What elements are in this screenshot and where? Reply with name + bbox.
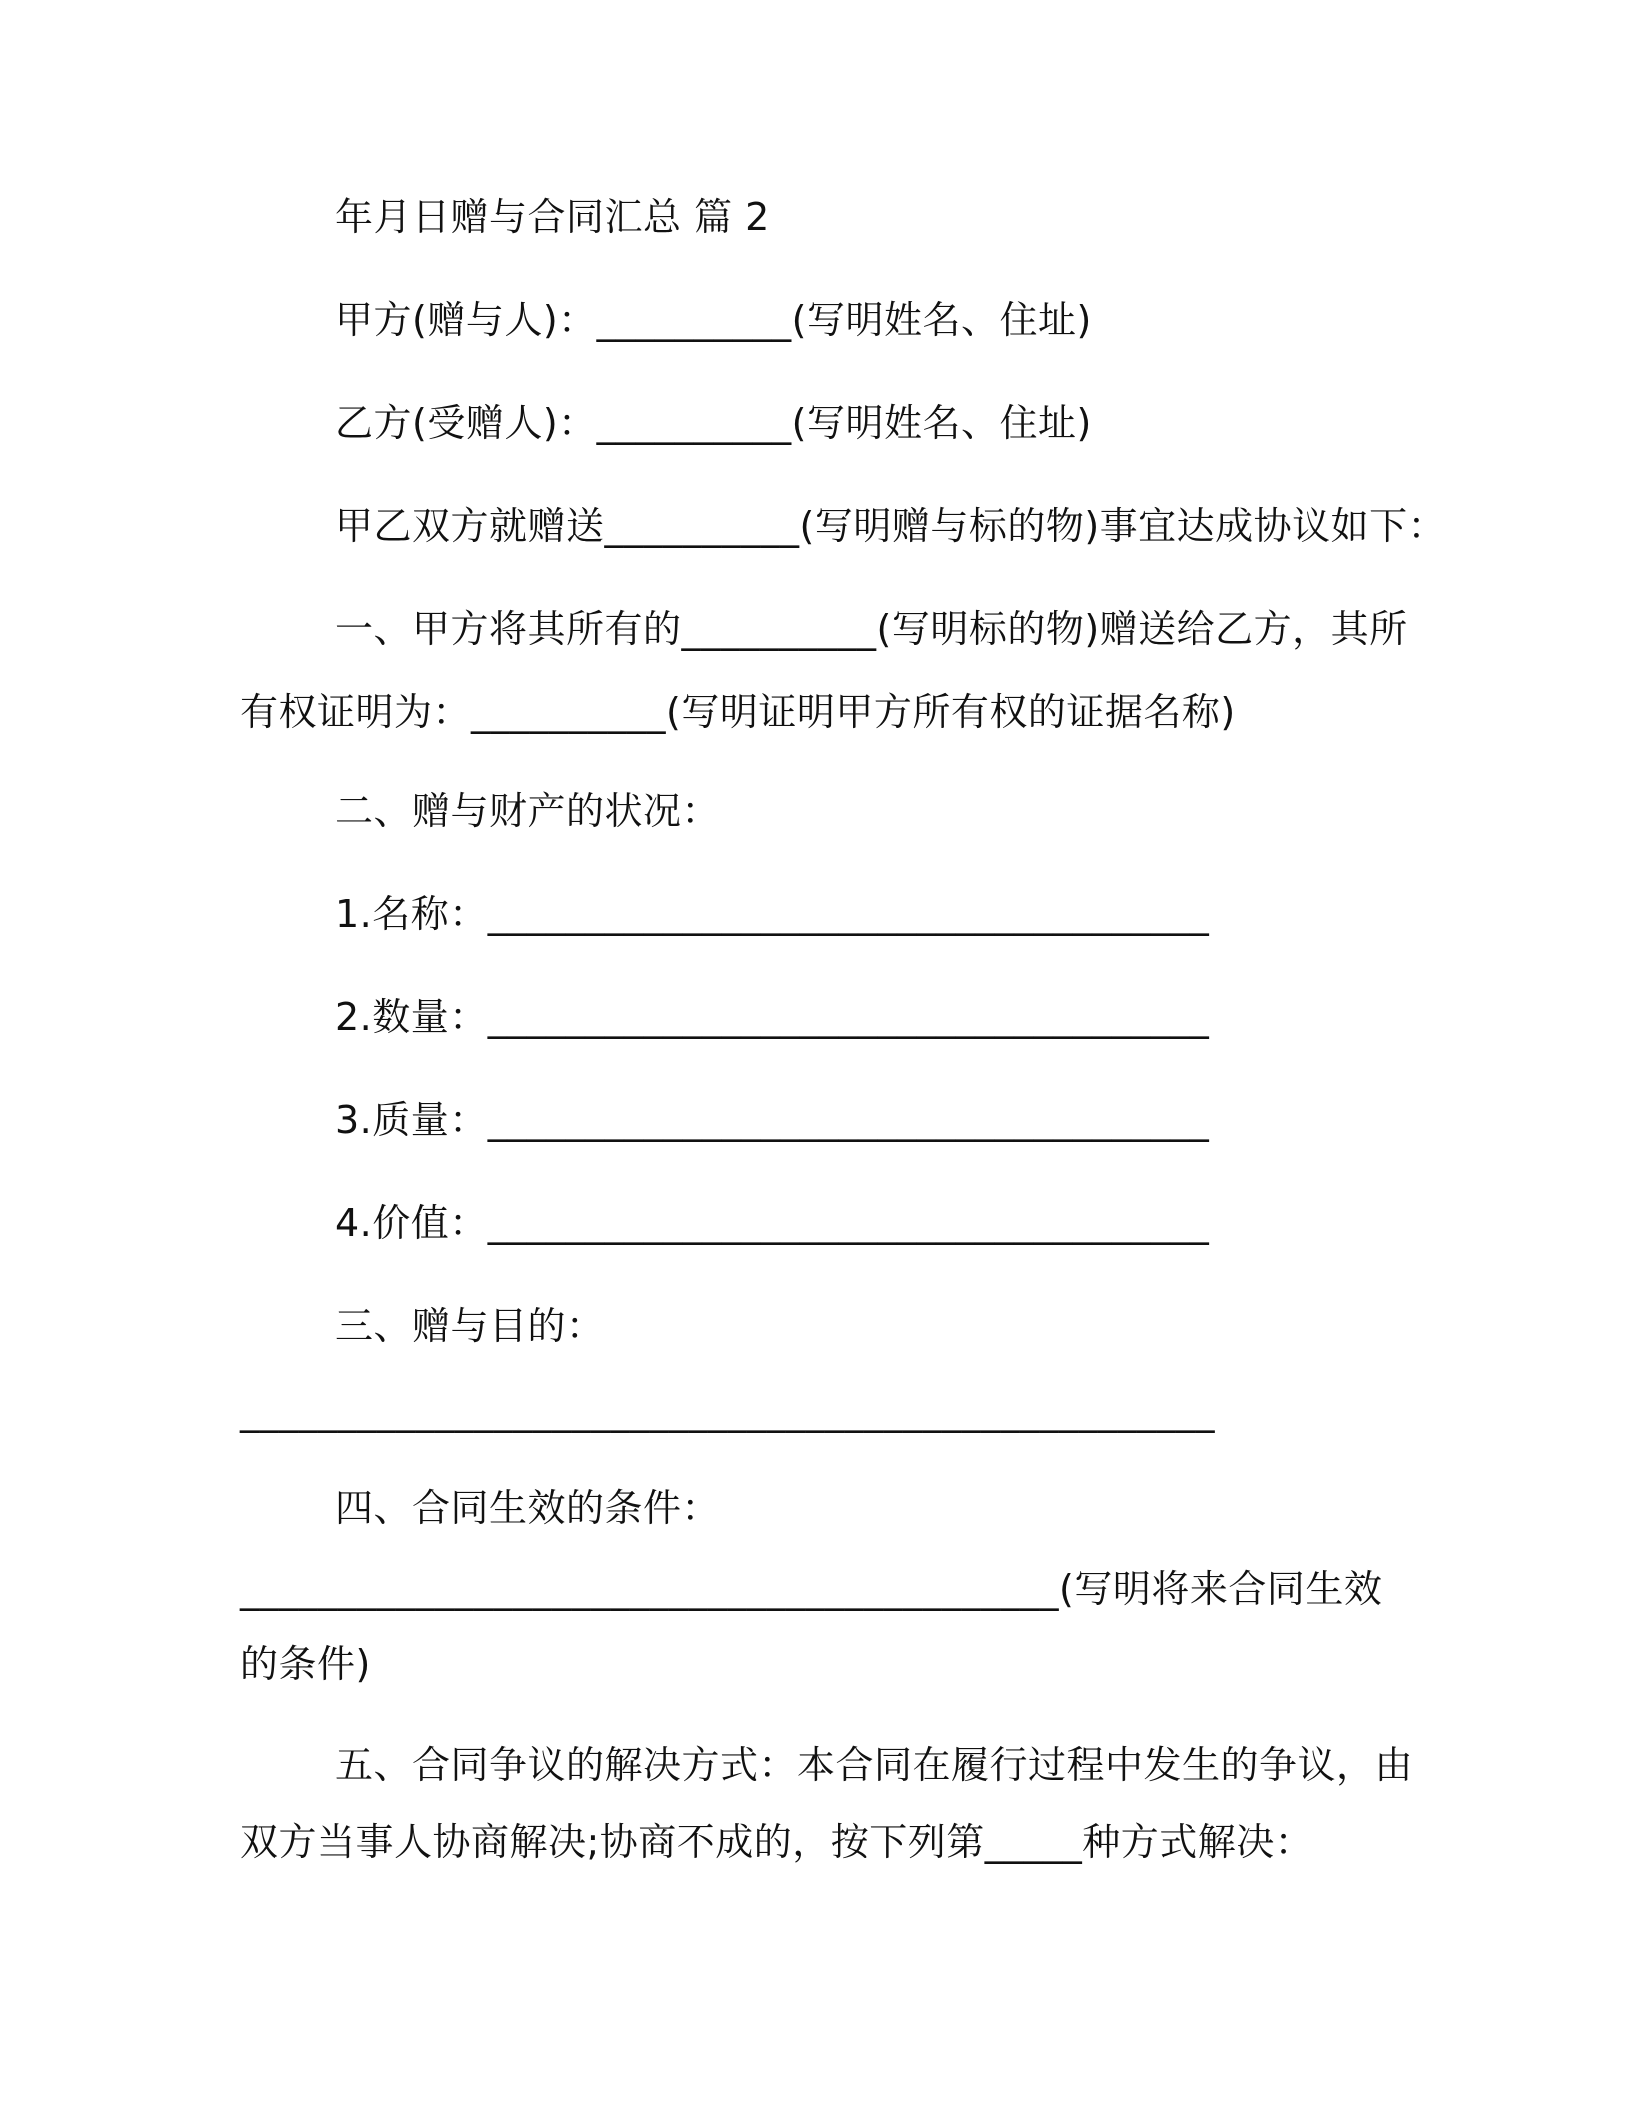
document-title: 年月日赠与合同汇总 篇 2: [335, 195, 770, 239]
clause-5-line-2: 双方当事人协商解决;协商不成的，按下列第_____种方式解决：: [240, 1820, 1314, 1864]
clause-5-line-1: 五、合同争议的解决方式：本合同在履行过程中发生的争议，由: [335, 1743, 1414, 1787]
party-a-line: 甲方(赠与人)：__________(写明姓名、住址): [335, 298, 1092, 342]
clause-2-heading: 二、赠与财产的状况：: [335, 789, 721, 833]
item-name-line: 1.名称：_____________________________________: [335, 892, 1210, 936]
item-quality-line: 3.质量：_____________________________________: [335, 1098, 1210, 1142]
clause-4-line-1: __________________________________________(写明将来合同生效: [240, 1567, 1383, 1611]
clause-4-line-2: 的条件): [240, 1642, 371, 1686]
clause-3-heading: 三、赠与目的：: [335, 1304, 605, 1348]
item-value-line: 4.价值：_____________________________________: [335, 1201, 1210, 1245]
party-b-line: 乙方(受赠人)：__________(写明姓名、住址): [335, 401, 1092, 445]
clause-1-line-2: 有权证明为：__________(写明证明甲方所有权的证据名称): [240, 690, 1236, 734]
intro-line: 甲乙双方就赠送__________(写明赠与标的物)事宜达成协议如下：: [335, 504, 1447, 548]
clause-3-blank-line: __________________________________________________: [240, 1389, 1215, 1433]
clause-4-heading: 四、合同生效的条件：: [335, 1486, 721, 1530]
clause-1-line-1: 一、甲方将其所有的__________(写明标的物)赠送给乙方，其所: [335, 607, 1408, 651]
item-quantity-line: 2.数量：_____________________________________: [335, 995, 1210, 1039]
